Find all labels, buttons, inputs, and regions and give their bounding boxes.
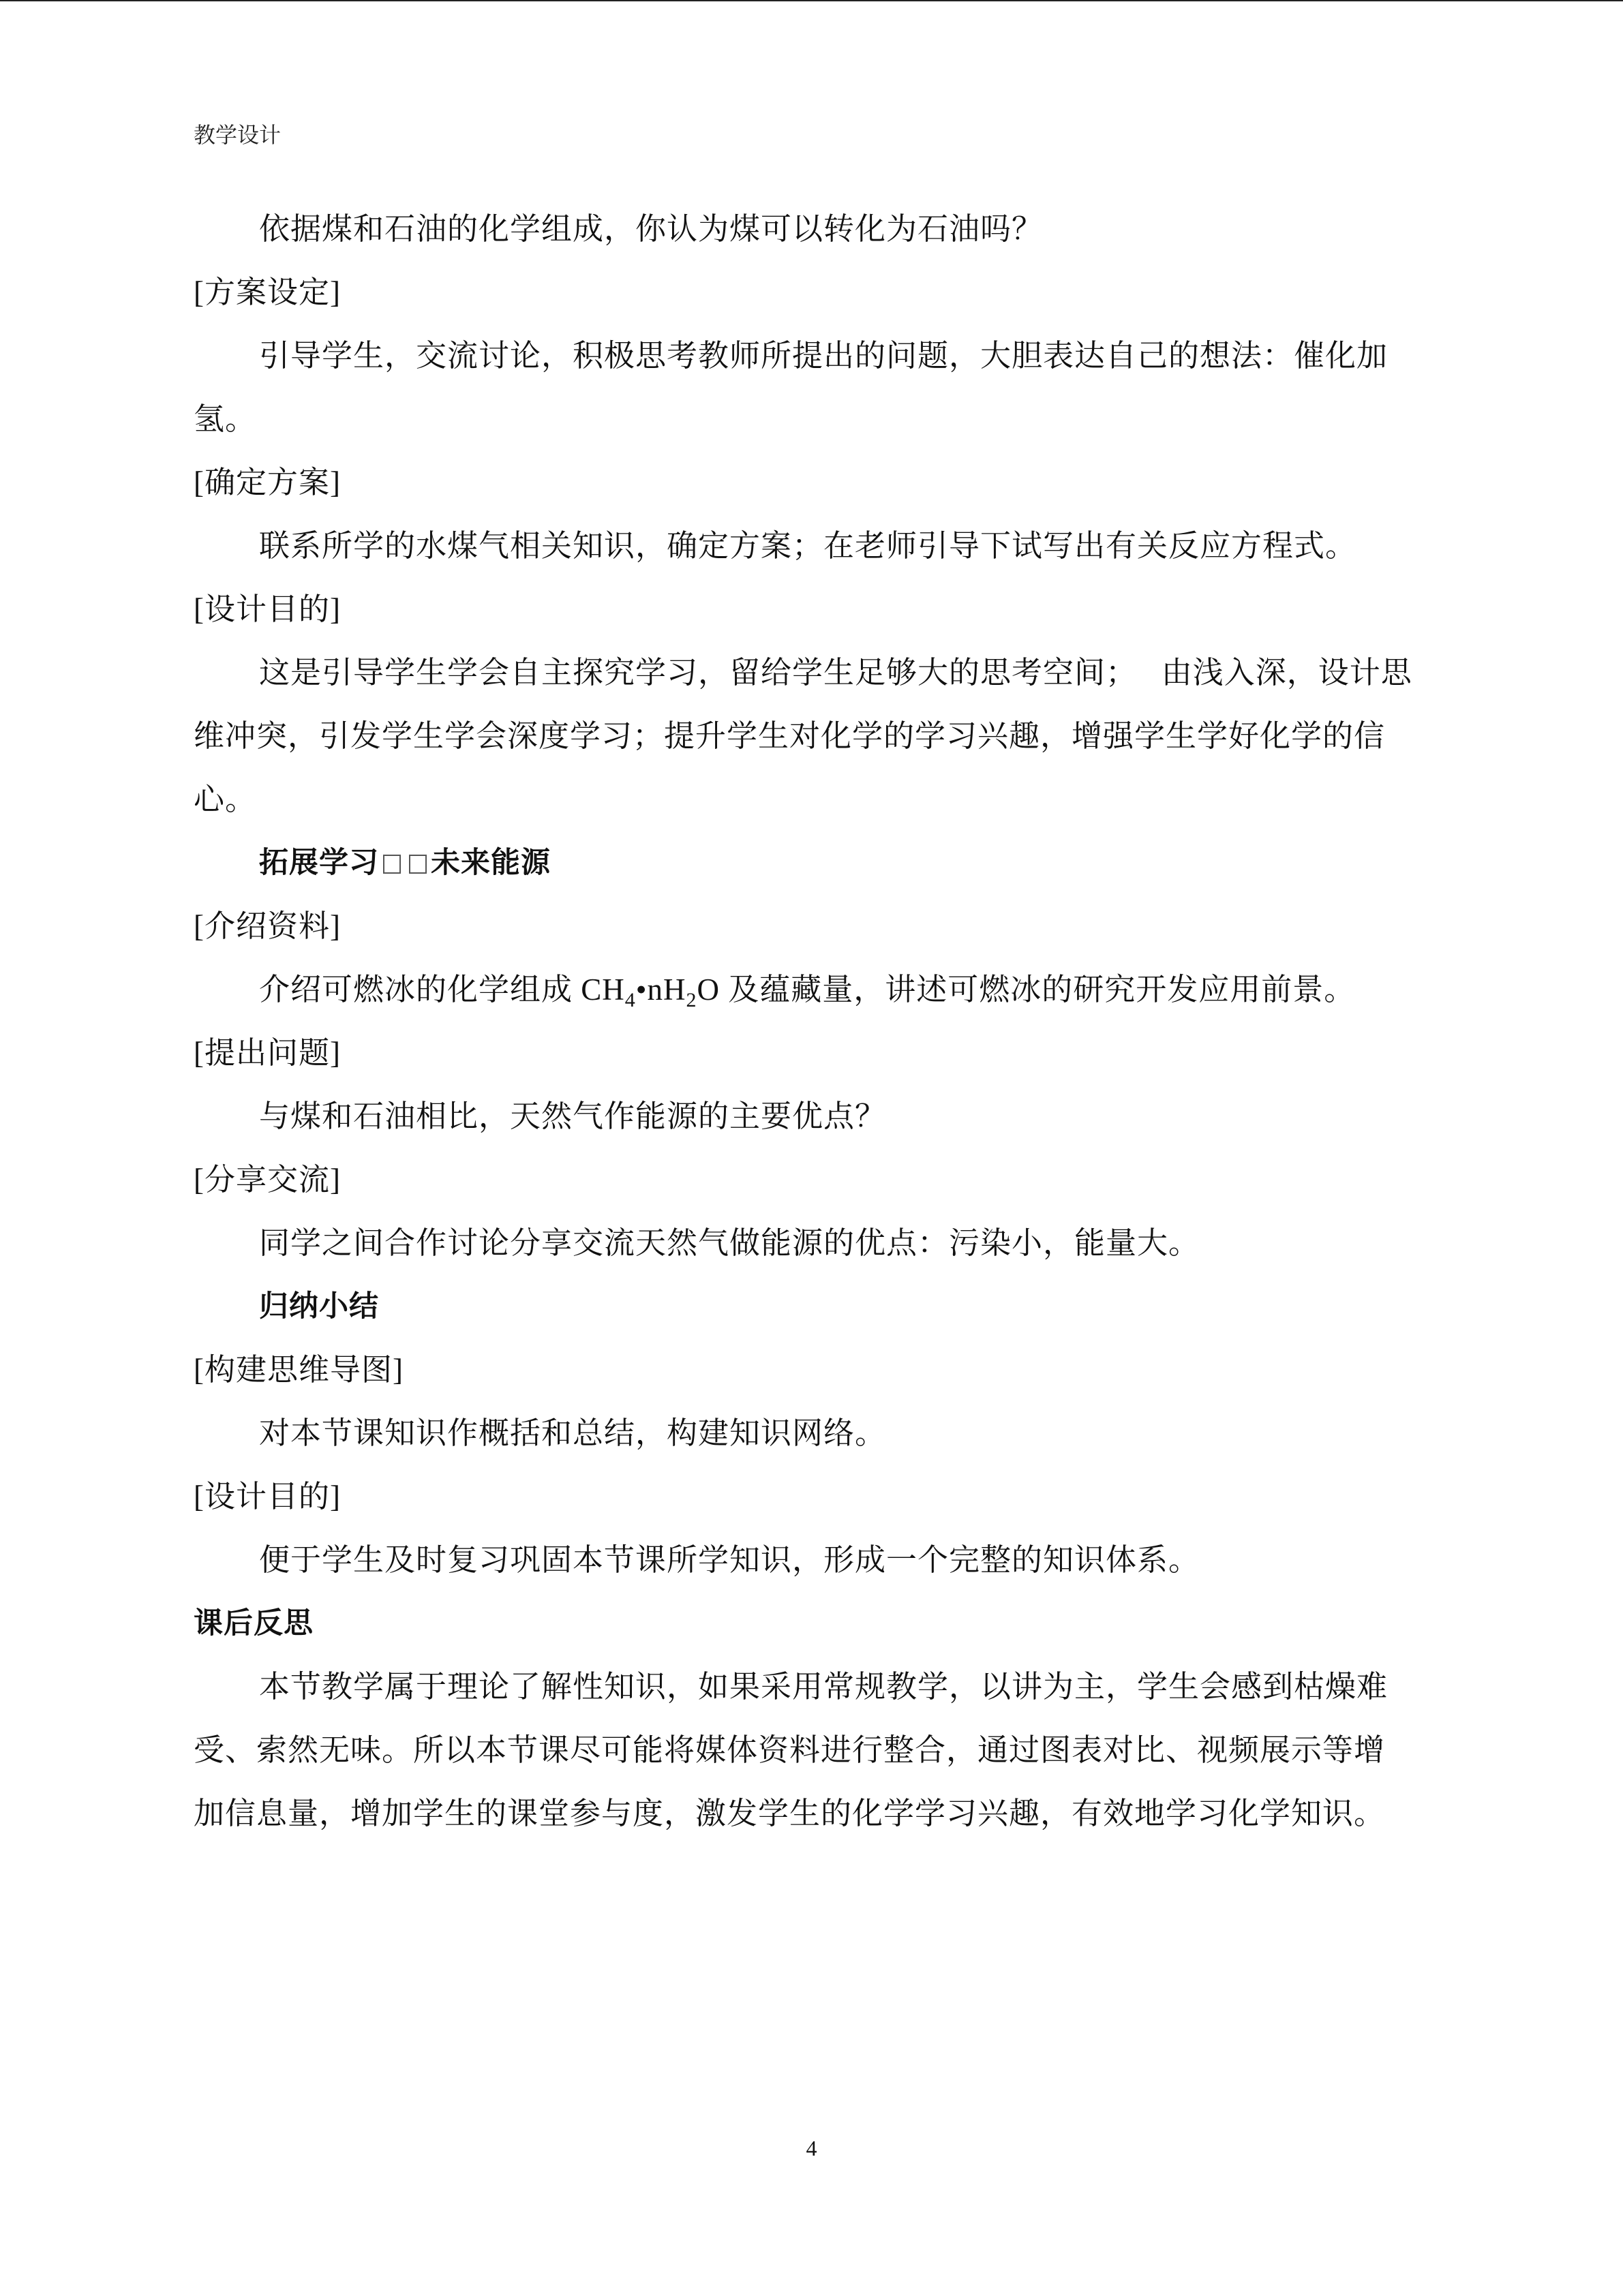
text-run: •nH xyxy=(635,973,686,1007)
text-run: 介绍可燃冰的化学组成 CH xyxy=(259,973,625,1007)
subscript: 2 xyxy=(686,989,697,1011)
section-label: [介绍资料] xyxy=(194,909,341,943)
page-number: 4 xyxy=(806,2136,817,2160)
paragraph-line: 依据煤和石油的化学组成，你认为煤可以转化为石油吗？ xyxy=(259,212,1044,246)
paragraph-line: 对本节课知识作概括和总结，构建知识网络。 xyxy=(259,1416,887,1450)
text-run: O 及蕴藏量，讲述可燃冰的研究开发应用前景。 xyxy=(697,973,1356,1007)
section-label: [设计目的] xyxy=(194,592,341,626)
paragraph-line: 加信息量，增加学生的课堂参与度，激发学生的化学学习兴趣，有效地学习化学知识。 xyxy=(194,1796,1386,1831)
paragraph-line: 这是引导学生学会自主探究学习，留给学生足够大的思考空间； 由浅入深，设计思 xyxy=(259,656,1412,690)
section-label: [方案设定] xyxy=(194,275,341,309)
section-heading: 课后反思 xyxy=(194,1606,314,1640)
paragraph-line: 维冲突，引发学生学会深度学习；提升学生对化学的学习兴趣，增强学生学好化学的信 xyxy=(194,719,1386,753)
section-label: [提出问题] xyxy=(194,1036,341,1070)
subsection-heading xyxy=(194,831,1475,895)
paragraph-line: 本节教学属于理论了解性知识，如果采用常规教学，以讲为主，学生会感到枯燥难 xyxy=(259,1670,1389,1704)
paragraph-line: 心。 xyxy=(194,782,257,816)
paragraph-line: 引导学生，交流讨论，积极思考教师所提出的问题，大胆表达自己的想法：催化加 xyxy=(259,339,1389,373)
paragraph-line: 便于学生及时复习巩固本节课所学知识，形成一个完整的知识体系。 xyxy=(259,1543,1200,1577)
missing-glyph-icon xyxy=(409,855,427,874)
paragraph-line: 氢。 xyxy=(194,402,257,436)
subsection-heading: 归纳小结 xyxy=(259,1289,379,1323)
paragraph-line: 与煤和石油相比，天然气作能源的主要优点？ xyxy=(259,1099,887,1133)
paragraph-line xyxy=(194,958,1475,1022)
running-header: 教学设计 xyxy=(194,122,282,148)
paragraph-line: 受、索然无味。所以本节课尽可能将媒体资料进行整合，通过图表对比、视频展示等增 xyxy=(194,1733,1386,1767)
section-label: [分享交流] xyxy=(194,1163,341,1197)
subscript: 4 xyxy=(624,989,636,1011)
missing-glyph-icon xyxy=(383,855,401,874)
paragraph-line: 联系所学的水煤气相关知识，确定方案；在老师引导下试写出有关反应方程式。 xyxy=(259,529,1357,563)
section-label: [设计目的] xyxy=(194,1480,341,1514)
section-label: [构建思维导图] xyxy=(194,1353,404,1387)
heading-part: 未来能源 xyxy=(431,846,551,880)
section-label: [确定方案] xyxy=(194,465,341,500)
document-body xyxy=(194,198,1475,1846)
heading-part: 拓展学习 xyxy=(259,846,379,880)
paragraph-line: 同学之间合作讨论分享交流天然气做能源的优点：污染小，能量大。 xyxy=(259,1226,1200,1260)
